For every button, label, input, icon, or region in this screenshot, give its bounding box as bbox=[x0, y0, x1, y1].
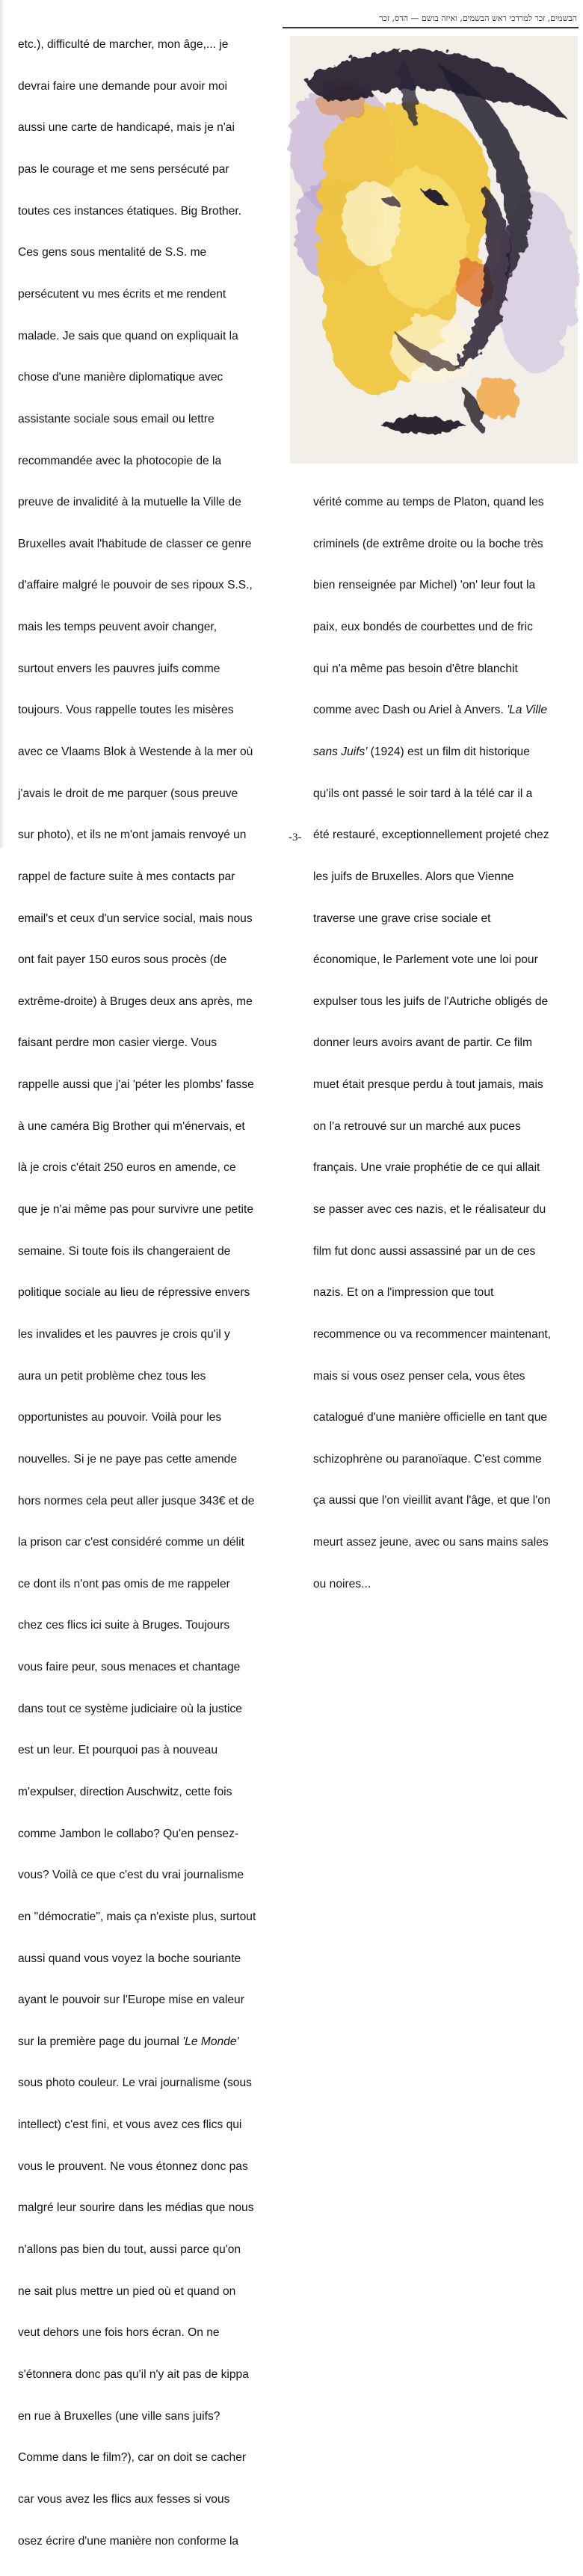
text-line: aussi quand vous voyez la boche souriante bbox=[18, 1952, 241, 1965]
text-line: dans tout ce système judiciaire où la justice bbox=[18, 1702, 242, 1715]
text-line: persécutent vu mes écrits et me rendent bbox=[18, 287, 226, 301]
text-line: rappel de facture suite à mes contacts par bbox=[18, 870, 235, 883]
left-text-column bbox=[18, 10, 278, 2576]
text-line: n'allons pas bien du tout, aussi parce qu'on bbox=[18, 2243, 241, 2257]
text-line: semaine. Si toute fois ils changeraient de bbox=[18, 1244, 231, 1258]
text-line: chose d'une manière diplomatique avec bbox=[18, 371, 223, 384]
text-line: à une caméra Big Brother qui m'énervais, et bbox=[18, 1119, 245, 1133]
text-line: vous? Voilà ce que c'est du vrai journalisme bbox=[18, 1869, 244, 1882]
text-line: film fut donc aussi assassiné par un de ces bbox=[313, 1244, 536, 1258]
scan-edge-shadow bbox=[0, 0, 4, 848]
text-line: faisant perdre mon casier vierge. Vous bbox=[18, 1036, 218, 1050]
text-line: se passer avec ces nazis, et le réalisateur du bbox=[313, 1202, 546, 1216]
text-line: veut dehors une fois hors écran. On ne bbox=[18, 2326, 220, 2340]
film-title-part2: sans Juifs bbox=[313, 745, 365, 758]
text-line: Comme dans le film?), car on doit se cacher bbox=[18, 2451, 247, 2465]
text-line: nouvelles. Si je ne paye pas cette amende bbox=[18, 1452, 238, 1466]
text-line: recommence ou va recommencer maintenant, bbox=[313, 1327, 552, 1341]
text-line: vérité comme au temps de Platon, quand les bbox=[313, 496, 544, 509]
text-line-film-title bbox=[313, 704, 576, 718]
text-line: économique, le Parlement vote une loi pour bbox=[313, 953, 538, 967]
text-line: ou noires... bbox=[313, 1577, 371, 1590]
text-line: opportunistes au pouvoir. Voilà pour les bbox=[18, 1411, 222, 1424]
text-line: assistante sociale sous email ou lettre bbox=[18, 412, 215, 425]
text-line: on l'a retrouvé sur un marché aux puces bbox=[313, 1119, 521, 1133]
newspaper-title: 'Le Monde' bbox=[182, 2035, 239, 2048]
page-number: -3- bbox=[289, 831, 302, 843]
text-line: catalogué d'une manière officielle en tant que bbox=[313, 1411, 548, 1424]
text-line: Ces gens sous mentalité de S.S. me bbox=[18, 246, 207, 259]
text-line: est un leur. Et pourquoi pas à nouveau bbox=[18, 1744, 218, 1757]
text-line: rappelle aussi que j'ai 'péter les plombs' fasse bbox=[18, 1078, 254, 1092]
text-line: recommandée avec la photocopie de la bbox=[18, 454, 222, 467]
text-line: été restauré, exceptionnellement projeté chez bbox=[313, 829, 549, 842]
text-line: devrai faire une demande pour avoir moi bbox=[18, 79, 227, 93]
text-line: donner leurs avoirs avant de partir. Ce film bbox=[313, 1036, 532, 1050]
text-line: qui n'a même pas besoin d'être blanchit bbox=[313, 662, 518, 675]
text-line: preuve de invalidité à la mutuelle la Ville de bbox=[18, 496, 241, 509]
text-line: s'étonnera donc pas qu'il n'y ait pas de kippa bbox=[18, 2367, 249, 2381]
text-line: politique sociale au lieu de répressive envers bbox=[18, 1286, 250, 1300]
text-line: qu'ils ont passé le soir tard à la télé car il a bbox=[313, 787, 533, 800]
text-segment: sur la première page du journal bbox=[18, 2035, 183, 2048]
text-line: osez écrire d'une manière non conforme la bbox=[18, 2534, 239, 2548]
text-line: vous le prouvent. Ne vous étonnez donc pas bbox=[18, 2160, 248, 2173]
text-line: nazis. Et on a l'impression que tout bbox=[313, 1286, 494, 1300]
text-line: pas le courage et me sens persécuté par bbox=[18, 163, 229, 176]
text-line: extrême-droite) à Bruges deux ans après, me bbox=[18, 995, 253, 1008]
text-line: ont fait payer 150 euros sous procès (de bbox=[18, 953, 227, 967]
text-line: avec ce Vlaams Blok à Westende à la mer où bbox=[18, 745, 253, 758]
film-title-quote: ' bbox=[365, 745, 368, 758]
text-line: mais si vous osez penser cela, vous êtes bbox=[313, 1369, 525, 1383]
text-line: vous faire peur, sous menaces et chantage bbox=[18, 1661, 241, 1674]
text-line: paix, eux bondés de courbettes und de fric bbox=[313, 621, 533, 634]
text-line: les juifs de Bruxelles. Alors que Vienne bbox=[313, 870, 514, 883]
right-text-column bbox=[313, 468, 576, 1619]
text-line: ce dont ils n'ont pas omis de me rappeler bbox=[18, 1577, 230, 1590]
text-line: d'affaire malgré le pouvoir de ses ripoux S.S., bbox=[18, 579, 253, 592]
film-title-part1: 'La Ville bbox=[507, 704, 547, 717]
text-segment: (1924) est un film dit historique bbox=[367, 745, 530, 758]
text-line: toutes ces instances étatiques. Big Brother. bbox=[18, 204, 242, 218]
text-line: surtout envers les pauvres juifs comme bbox=[18, 662, 220, 675]
text-line: mais les temps peuvent avoir changer, bbox=[18, 621, 218, 634]
expressionist-portrait-painting bbox=[290, 36, 578, 464]
text-line: j'avais le droit de me parquer (sous preuve bbox=[18, 787, 238, 800]
text-line: m'expulser, direction Auschwitz, cette fois bbox=[18, 1786, 232, 1798]
text-line: français. Une vraie prophétie de ce qui allait bbox=[313, 1161, 540, 1175]
text-line: muet était presque perdu à tout jamais, mais bbox=[313, 1078, 543, 1092]
hebrew-caption: הבשמים, זכר למרדכי ראש הבשמים, ואיזה בושם — הדס, זכר bbox=[379, 13, 577, 23]
text-line: aussi une carte de handicapé, mais je n'ai bbox=[18, 121, 235, 135]
text-line: chez ces flics ici suite à Bruges. Toujours bbox=[18, 1619, 230, 1632]
text-line: criminels (de extrême droite ou la boche très bbox=[313, 537, 543, 550]
text-line: sur photo), et ils ne m'ont jamais renvoyé un bbox=[18, 829, 247, 842]
text-line: email's et ceux d'un service social, mais nous bbox=[18, 912, 253, 925]
text-segment: comme avec Dash ou Ariel à Anvers. bbox=[313, 704, 508, 717]
text-line: meurt assez jeune, avec ou sans mains sales bbox=[313, 1536, 549, 1549]
text-line: traverse une grave crise sociale et bbox=[313, 912, 491, 925]
text-line: schizophrène ou paranoïaque. C'est comme bbox=[313, 1452, 542, 1466]
text-line: ne sait plus mettre un pied où et quand on bbox=[18, 2284, 236, 2298]
caption-divider bbox=[283, 27, 579, 28]
text-line: hors normes cela peut aller jusque 343€ et de bbox=[18, 1494, 255, 1507]
text-line: malgré leur sourire dans les médias que nous bbox=[18, 2201, 254, 2215]
text-line: la prison car c'est considéré comme un délit bbox=[18, 1536, 244, 1549]
text-line-le-monde bbox=[18, 2035, 278, 2050]
text-line: ayant le pouvoir sur l'Europe mise en valeur bbox=[18, 1994, 244, 2007]
text-line: intellect) c'est fini, et vous avez ces flics qui bbox=[18, 2118, 242, 2132]
text-line: que je n'ai même pas pour survivre une petite bbox=[18, 1203, 254, 1217]
painting-artwork bbox=[290, 36, 578, 464]
text-line: sous photo couleur. Le vrai journalisme (sous bbox=[18, 2077, 252, 2090]
text-line-film-title bbox=[313, 746, 576, 760]
text-line: les invalides et les pauvres je crois qu'il y bbox=[18, 1327, 230, 1341]
text-line: ça aussi que l'on vieillit avant l'âge, et que l'on bbox=[313, 1494, 551, 1507]
text-line: expulser tous les juifs de l'Autriche obligés de bbox=[313, 995, 549, 1008]
text-line: aura un petit problème chez tous les bbox=[18, 1369, 206, 1383]
text-line: toujours. Vous rappelle toutes les misères bbox=[18, 704, 234, 717]
text-line: en "démocratie", mais ça n'existe plus, surtout bbox=[18, 1910, 256, 1923]
text-line: car vous avez les flics aux fesses si vous bbox=[18, 2492, 230, 2506]
text-line: là je crois c'était 250 euros en amende, ce bbox=[18, 1161, 236, 1175]
text-line: Bruxelles avait l'habitude de classer ce genre bbox=[18, 537, 252, 550]
text-line: comme Jambon le collabo? Qu'en pensez- bbox=[18, 1827, 239, 1840]
text-line: etc.), difficulté de marcher, mon âge,... je bbox=[18, 38, 229, 52]
text-line: en rue à Bruxelles (une ville sans juifs? bbox=[18, 2409, 220, 2423]
text-line: bien renseignée par Michel) 'on' leur fout la bbox=[313, 579, 536, 592]
text-line: malade. Je sais que quand on expliquait la bbox=[18, 329, 238, 342]
